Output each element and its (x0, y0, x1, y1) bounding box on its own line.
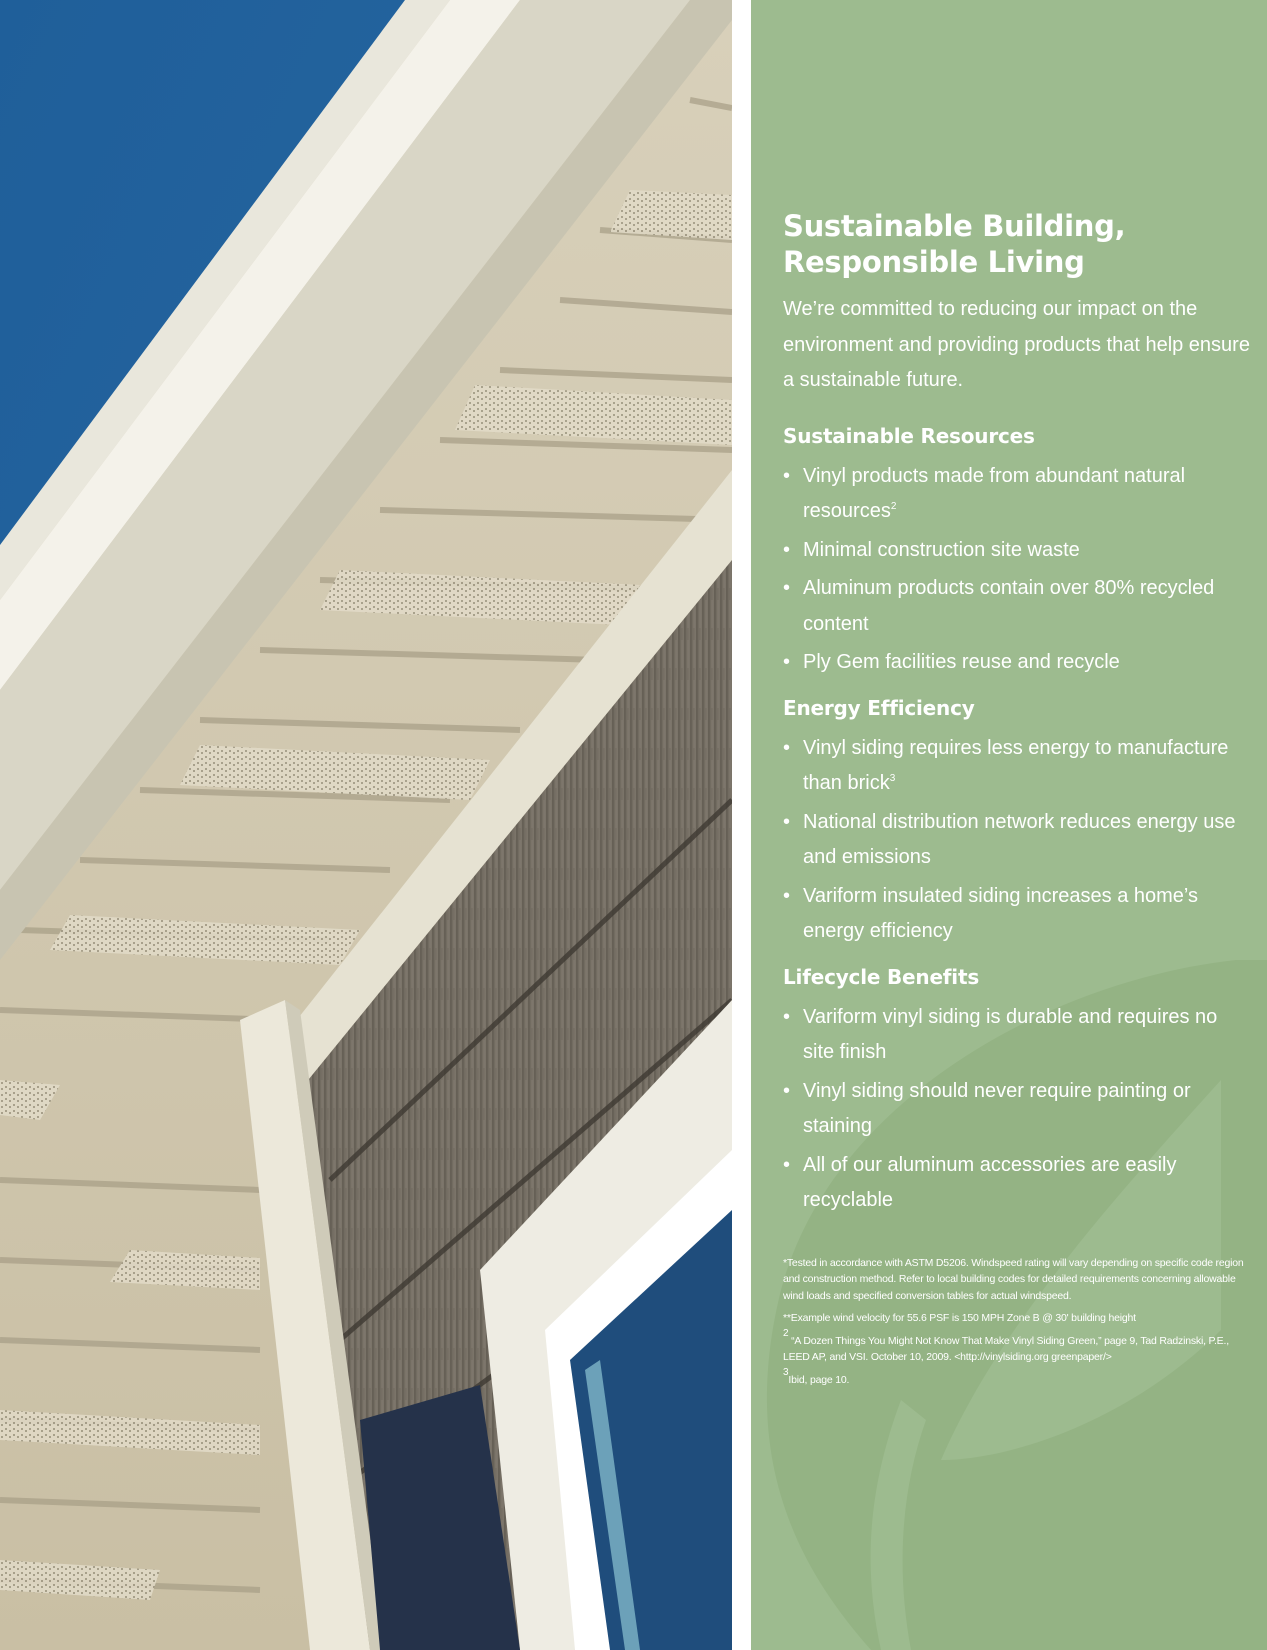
footnote-4 (783, 1366, 1253, 1389)
footnote-4-text: Ibid, page 10. (788, 1373, 850, 1386)
list-item (783, 1074, 1253, 1145)
footnote-3 (783, 1327, 1253, 1366)
list-item (783, 571, 1253, 642)
footnote-ref: 3 (889, 773, 896, 784)
page-title (783, 208, 1253, 280)
bullet: • (783, 538, 791, 561)
list-item (783, 1000, 1253, 1071)
bullet: • (783, 1153, 791, 1176)
intro-paragraph: We’re committed to reducing our impact on the environment and providing products that help ensure a sustainable future. (783, 298, 1250, 391)
footnote-4-mark: 3 (783, 1366, 789, 1378)
list-item-text: Ply Gem facilities reuse and recycle (803, 651, 1120, 673)
list-item-text: All of our aluminum accessories are easily recyclable (803, 1153, 1177, 1211)
list-item-text: Variform vinyl siding is durable and requires no site finish (803, 1005, 1218, 1063)
bullet: • (783, 1005, 791, 1028)
footnote-ref: 2 (890, 501, 897, 512)
article (783, 208, 1253, 1394)
bullet: • (783, 1079, 791, 1102)
section-list-lifecycle-benefits (783, 1000, 1253, 1219)
bullet: • (783, 464, 791, 487)
list-item (783, 1148, 1253, 1219)
section-title-lifecycle-benefits: Lifecycle Benefits (783, 964, 980, 989)
list-item-text: Aluminum products contain over 80% recycled content (803, 577, 1215, 635)
bullet: • (783, 651, 791, 673)
bullet: • (783, 810, 791, 833)
list-item (783, 459, 1253, 530)
list-item (783, 805, 1253, 876)
footnote-1: *Tested in accordance with ASTM D5206. Windspeed rating will vary depending on specific code region and construction method. Refer to local building codes for detailed requirements concerning allowable wind loads and specified conversion tables for actual windspeed. (783, 1256, 1244, 1302)
footnotes (783, 1255, 1253, 1389)
title-line-1: Sustainable Building, (783, 209, 1126, 243)
list-item-text: Minimal construction site waste (803, 538, 1080, 561)
footnote-3-mark: 2 (783, 1327, 789, 1339)
text-panel (751, 0, 1267, 1650)
list-item (783, 645, 1253, 681)
bullet: • (783, 736, 791, 759)
section-title-energy-efficiency: Energy Efficiency (783, 695, 975, 720)
title-line-2: Responsible Living (783, 245, 1085, 279)
list-item-text: Variform insulated siding increases a home’s energy efficiency (803, 884, 1199, 942)
footnote-3-text: “A Dozen Things You Might Not Know That Make Vinyl Siding Green,” page 9, Tad Radzinski, P.E., LEED AP, and VSI. October 10, 2009. <http://vinylsiding.org greenpaper/> (783, 1334, 1229, 1363)
section-title-sustainable-resources: Sustainable Resources (783, 423, 1035, 448)
footnote-2: **Example wind velocity for 55.6 PSF is 150 MPH Zone B @ 30' building height (783, 1312, 1136, 1324)
page-gutter (732, 0, 751, 1650)
list-item-text: Vinyl siding requires less energy to manufacture than brick (803, 736, 1229, 794)
bullet: • (783, 884, 791, 907)
list-item (783, 731, 1253, 802)
list-item-text: National distribution network reduces energy use and emissions (803, 810, 1236, 868)
section-list-energy-efficiency (783, 731, 1253, 950)
list-item-text: Vinyl siding should never require painting or staining (803, 1079, 1191, 1137)
section-list-sustainable-resources (783, 459, 1253, 681)
bullet: • (783, 577, 791, 599)
list-item (783, 879, 1253, 950)
list-item-text: Vinyl products made from abundant natural resources (803, 464, 1186, 522)
list-item (783, 533, 1253, 569)
